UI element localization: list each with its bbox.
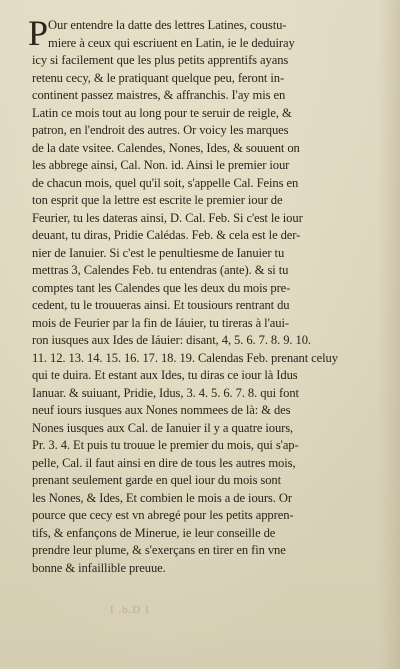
text-line: ron iusques aux Ides de Iáuier: disant, 4, 5. 6. 7. 8. 9. 10. xyxy=(32,333,311,347)
text-line: mettras 3, Calendes Feb. tu entendras (ante). & si tu xyxy=(32,263,289,277)
text-line: bonne & infaillible preuue. xyxy=(32,560,166,575)
text-line: cedent, tu le trouueras ainsi. Et tousiours rentrant du xyxy=(32,298,290,312)
drop-capital: P xyxy=(28,13,49,53)
text-line: comptes tant les Calendes que les deux du mois pre- xyxy=(32,280,291,295)
body-text xyxy=(32,17,384,577)
text-line: prenant seulement garde en quel iour du mois sont xyxy=(32,473,282,487)
text-line: pelle, Cal. il faut ainsi en dire de tous les autres mois, xyxy=(32,455,296,470)
text-line: icy si facilement que les plus petits apprentifs ayans xyxy=(32,53,289,67)
text-line: continent passez maistres, & affranchis. I'ay mis en xyxy=(32,88,286,102)
text-line: pource que cecy est vn abregé pour les petits appren- xyxy=(32,508,294,522)
text-line: Pr. 3. 4. Et puis tu trouue le premier du mois, qui s'ap- xyxy=(32,438,299,452)
text-line: patron, en l'endroit des autres. Or voicy les marques xyxy=(32,123,289,137)
text-line: Ianuar. & suiuant, Pridie, Idus, 3. 4. 5. 6. 7. 8. qui font xyxy=(32,385,299,400)
text-line: deuant, tu diras, Pridie Calédas. Feb. & cela est le der- xyxy=(32,228,301,242)
text-line: Our entendre la datte des lettres Latines, coustu- xyxy=(48,18,287,32)
text-line: qui te duira. Et estant aux Ides, tu diras ce iour là Idus xyxy=(32,368,298,382)
text-line: de chacun mois, quel qu'il soit, s'appelle Cal. Feins en xyxy=(32,175,299,190)
text-line: miere à ceux qui escriuent en Latin, ie le deduiray xyxy=(48,35,295,50)
text-line: tifs, & enfançons de Minerue, ie leur conseille de xyxy=(32,525,276,540)
text-line: mois de Feurier par la fin de Iáuier, tu tireras à l'aui- xyxy=(32,315,289,330)
text-line: prendre leur plume, & s'exerçans en tirer en fin vne xyxy=(32,543,286,557)
text-line: 11. 12. 13. 14. 15. 16. 17. 18. 19. Calendas Feb. prenant celuy xyxy=(32,350,338,365)
text-line: retenu cecy, & le pratiquant quelque peu, feront in- xyxy=(32,70,285,85)
text-line: Nones iusques aux Cal. de Ianuier il y a quatre iours, xyxy=(32,420,294,435)
text-line: Latin ce mois tout au long pour te seruir de reigle, & xyxy=(32,105,292,120)
text-line: les Nones, & Ides, Et combien le mois a de iours. Or xyxy=(32,490,292,505)
text-line: neuf iours iusques aux Nones nommees de là: & des xyxy=(32,403,291,417)
text-line: les abbrege ainsi, Cal. Non. id. Ainsi le premier iour xyxy=(32,158,290,172)
faint-bleedthrough-mark: I .b.D I xyxy=(110,604,150,616)
text-line: Feurier, tu les dateras ainsi, D. Cal. Feb. Si c'est le iour xyxy=(32,210,303,225)
text-line: de la date vsitee. Calendes, Nones, Ides, & souuent on xyxy=(32,140,300,155)
text-line: nier de Ianuier. Si c'est le penultiesme de Ianuier tu xyxy=(32,245,285,260)
text-line: ton esprit que la lettre est escrite le premier iour de xyxy=(32,193,283,207)
